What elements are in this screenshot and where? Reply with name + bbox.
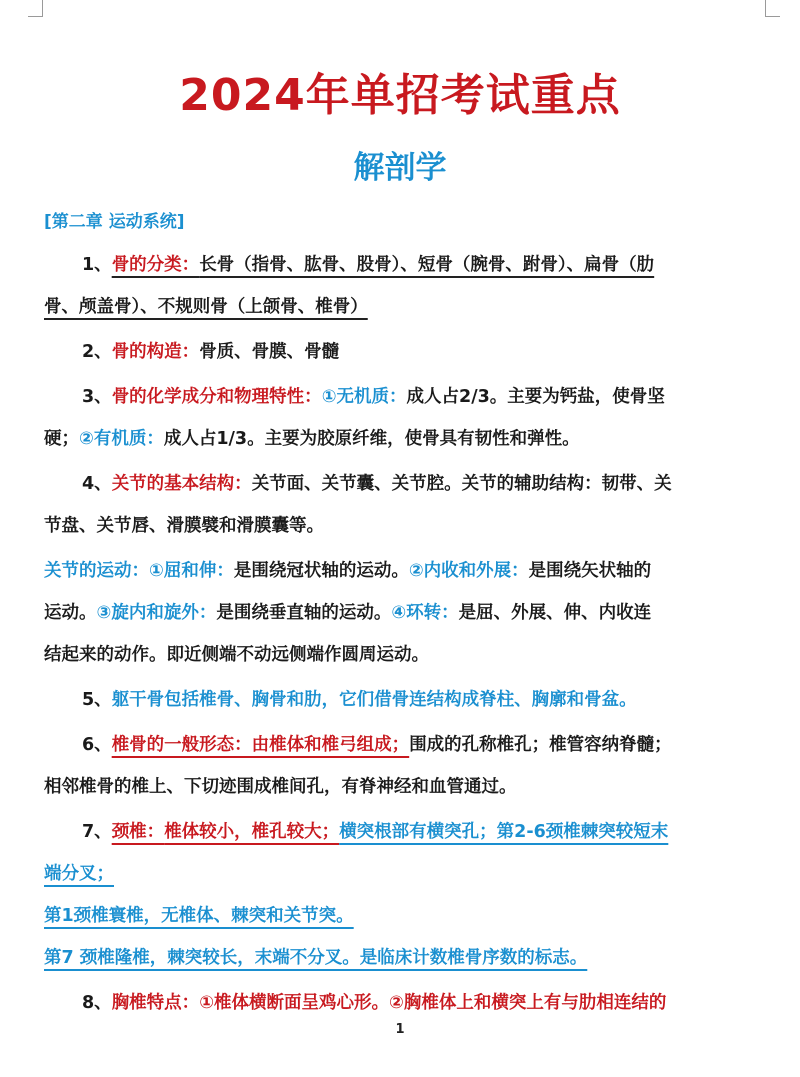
item-number: 4、 xyxy=(82,474,112,494)
item-3-sub-a-text: 成人占2/3。主要为钙盐，使骨坚 xyxy=(406,387,665,407)
item-7-line-1: 7、颈椎：椎体较小，椎孔较大；横突根部有横突孔；第2-6颈椎棘突较短末 xyxy=(82,822,669,842)
document-subtitle: 解剖学 xyxy=(353,150,447,186)
joint-motion-label: 关节的运动： xyxy=(44,561,149,581)
item-3-line-2: 硬；②有机质：成人占1/3。主要为胶原纤维，使骨具有韧性和弹性。 xyxy=(44,429,580,449)
item-7-line-2: 端分叉； xyxy=(44,864,114,884)
item-number: 6、 xyxy=(82,735,112,755)
item-6-label: 椎骨的一般形态：由椎体和椎弓组成； xyxy=(111,735,410,755)
document-title: 2024年单招考试重点 xyxy=(179,70,621,121)
item-5-text: 躯干骨包括椎骨、胸骨和肋，它们借骨连结构成脊柱、胸廓和骨盆。 xyxy=(111,690,637,710)
item-2 xyxy=(44,331,764,373)
item-number: 1、 xyxy=(82,255,112,275)
item-number: 7、 xyxy=(82,822,112,842)
item-8-line-1: 8、胸椎特点：①椎体横断面呈鸡心形。②胸椎体上和横突上有与肋相连结的 xyxy=(82,993,667,1013)
item-6-line-1: 6、椎骨的一般形态：由椎体和椎弓组成；围成的孔称椎孔；椎管容纳脊髓； xyxy=(82,735,672,755)
item-3-sub-a-label: ①无机质： xyxy=(321,387,407,407)
item-2-label: 骨的构造： xyxy=(111,342,200,362)
item-5 xyxy=(44,679,764,721)
item-4-line-2: 节盘、关节唇、滑膜襞和滑膜囊等。 xyxy=(44,516,324,536)
item-4-label: 关节的基本结构： xyxy=(111,474,252,494)
item-3-label: 骨的化学成分和物理特性： xyxy=(111,387,322,407)
item-7-vertebra-prominens: 第7 颈椎隆椎，棘突较长，末端不分叉。是临床计数椎骨序数的标志。 xyxy=(44,948,588,968)
item-4-line-1: 4、关节的基本结构：关节面、关节囊、关节腔。关节的辅助结构：韧带、关 xyxy=(82,474,672,494)
item-6-line-2: 相邻椎骨的椎上、下切迹围成椎间孔，有脊神经和血管通过。 xyxy=(44,777,517,797)
joint-motion-line-1: 关节的运动：①屈和伸：是围绕冠状轴的运动。②内收和外展：是围绕矢状轴的 xyxy=(44,561,652,581)
page-number: 1 xyxy=(395,1022,405,1037)
item-8-label: 胸椎特点： xyxy=(111,993,200,1013)
item-7-label: 颈椎： xyxy=(111,822,165,842)
section-heading: [第二章 运动系统] xyxy=(44,212,185,232)
crop-mark-right xyxy=(765,0,780,17)
item-number: 3、 xyxy=(82,387,112,407)
item-3-sub-b-label: ②有机质： xyxy=(79,429,164,449)
item-number: 2、 xyxy=(82,342,112,362)
crop-mark-left xyxy=(28,0,43,17)
item-1-line-1 xyxy=(44,244,764,286)
item-number: 5、 xyxy=(82,690,112,710)
joint-motion-line-2: 运动。③旋内和旋外：是围绕垂直轴的运动。④环转：是屈、外展、伸、内收连 xyxy=(44,603,652,623)
item-1-label: 骨的分类： xyxy=(111,255,200,275)
item-2-text: 骨质、骨膜、骨髓 xyxy=(199,342,340,362)
item-number: 8、 xyxy=(82,993,112,1013)
document-body xyxy=(44,204,764,1024)
item-1-line-2: 骨、颅盖骨）、不规则骨（上颌骨、椎骨） xyxy=(44,297,368,317)
item-7-atlas: 第1颈椎寰椎，无椎体、棘突和关节突。 xyxy=(44,906,354,926)
item-3-line-1 xyxy=(44,376,764,418)
joint-motion-line-3: 结起来的动作。即近侧端不动远侧端作圆周运动。 xyxy=(44,645,429,665)
item-3-sub-b-text: 成人占1/3。主要为胶原纤维，使骨具有韧性和弹性。 xyxy=(163,429,580,449)
item-1-text: 长骨（指骨、肱骨、股骨）、短骨（腕骨、跗骨）、扁骨（肋 xyxy=(199,255,655,275)
